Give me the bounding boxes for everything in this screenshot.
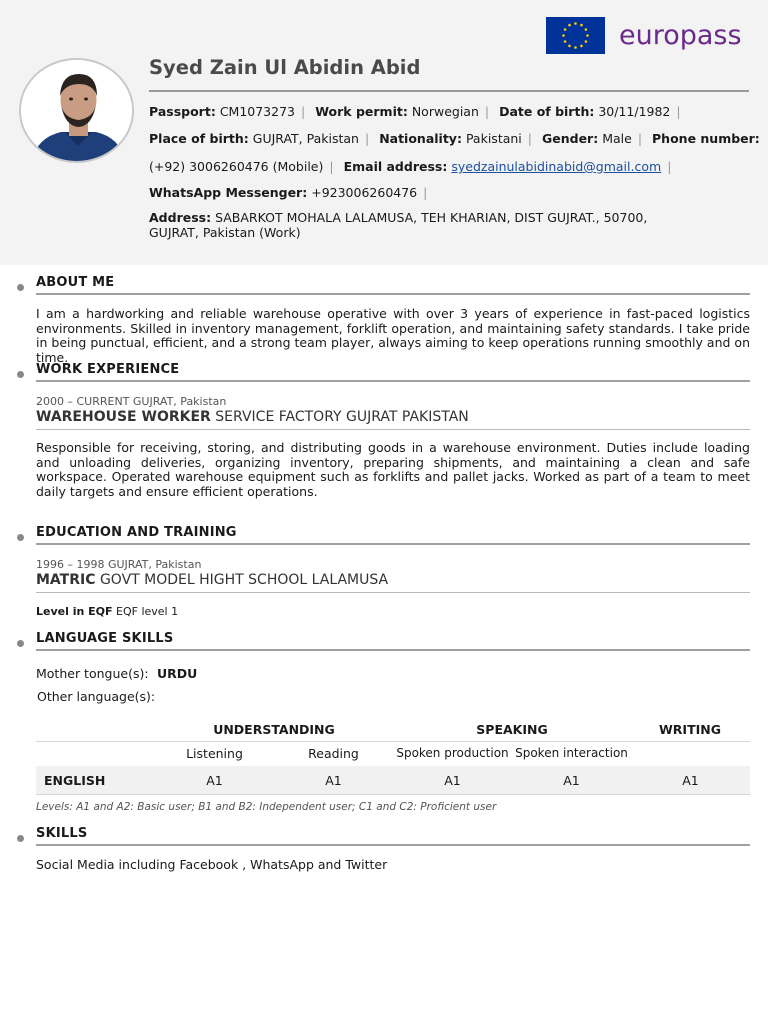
table-row — [36, 766, 750, 795]
address-value: SABARKOT MOHALA LALAMUSA, TEH KHARIAN, DIST GUJRAT., 50700, GUJRAT, Pakistan (Work) — [149, 210, 648, 240]
nationality-value: Pakistani — [465, 131, 522, 146]
eu-flag-icon — [546, 17, 605, 54]
mother-tongue-value: URDU — [157, 666, 198, 681]
section-divider — [36, 844, 750, 846]
name-divider — [149, 90, 749, 92]
subheader-listening: Listening — [186, 746, 243, 761]
cell-listening: A1 — [206, 773, 223, 788]
about-text: I am a hardworking and reliable warehouse operative with over 3 years of experience in fast-paced logistics environments. Skilled in inventory management, forklift operation, and maintaining safety standards. I take pride in being punctual, efficient, and a strong team player, always aiming to keep operations running smoothly and on time. — [36, 306, 750, 365]
section-title-languages: LANGUAGE SKILLS — [36, 631, 174, 646]
header-writing: WRITING — [659, 722, 721, 737]
section-bullet-icon — [17, 835, 24, 842]
work-employer: SERVICE FACTORY GUJRAT PAKISTAN — [215, 409, 469, 425]
work-title-line — [36, 409, 469, 425]
work-role: WAREHOUSE WORKER — [36, 409, 211, 425]
gender-value: Male — [602, 131, 632, 146]
cell-writing: A1 — [682, 773, 699, 788]
education-qualification: MATRIC — [36, 572, 96, 588]
subheader-reading: Reading — [308, 746, 359, 761]
cell-reading: A1 — [325, 773, 342, 788]
profile-photo — [19, 58, 134, 163]
email-label: Email address: — [343, 159, 448, 174]
section-divider — [36, 380, 750, 382]
eqf-line — [36, 605, 178, 618]
phone-label: Phone number: — [652, 131, 760, 146]
education-divider — [36, 592, 750, 593]
work-permit-value: Norwegian — [411, 104, 479, 119]
section-divider — [36, 649, 750, 651]
info-line-1: Passport: CM1073273 | Work permit: Norwegian | Date of birth: 30/11/1982 | — [149, 104, 681, 119]
section-divider — [36, 543, 750, 545]
email-link[interactable]: syedzainulabidinabid@gmail.com — [451, 159, 662, 174]
section-bullet-icon — [17, 284, 24, 291]
candidate-name: Syed Zain Ul Abidin Abid — [149, 56, 421, 79]
other-languages-label: Other language(s): — [37, 689, 156, 704]
work-date-place: 2000 – CURRENT GUJRAT, Pakistan — [36, 395, 227, 408]
dob-label: Date of birth: — [499, 104, 595, 119]
table-header-divider — [36, 741, 750, 742]
header-speaking: SPEAKING — [476, 722, 548, 737]
header-understanding: UNDERSTANDING — [213, 722, 335, 737]
row-language: ENGLISH — [44, 773, 106, 788]
section-title-work: WORK EXPERIENCE — [36, 362, 180, 377]
section-title-about: ABOUT ME — [36, 275, 115, 290]
work-divider — [36, 429, 750, 430]
gender-label: Gender: — [541, 131, 599, 146]
whatsapp-label: WhatsApp Messenger: — [149, 185, 308, 200]
subheader-spoken-interaction: Spoken interaction — [515, 746, 628, 760]
passport-value: CM1073273 — [219, 104, 295, 119]
section-divider — [36, 293, 750, 295]
section-title-skills: SKILLS — [36, 826, 88, 841]
cv-header — [0, 0, 768, 265]
eqf-value: EQF level 1 — [116, 605, 179, 618]
passport-label: Passport: — [149, 104, 216, 119]
section-bullet-icon — [17, 371, 24, 378]
phone-value: (+92) 3006260476 (Mobile) — [149, 159, 324, 174]
europass-wordmark: europass — [619, 19, 742, 51]
cell-spoken-interaction: A1 — [563, 773, 580, 788]
skills-text: Social Media including Facebook , WhatsApp and Twitter — [36, 857, 388, 872]
pob-value: GUJRAT, Pakistan — [252, 131, 359, 146]
info-line-3: (+92) 3006260476 (Mobile) | Email address: syedzainulabidinabid@gmail.com | — [149, 159, 672, 174]
levels-note: Levels: A1 and A2: Basic user; B1 and B2: Independent user; C1 and C2: Proficient user — [36, 801, 497, 813]
address-block — [149, 210, 669, 240]
language-table — [36, 720, 750, 800]
person-silhouette-icon — [21, 60, 134, 163]
nationality-label: Nationality: — [379, 131, 462, 146]
section-bullet-icon — [17, 640, 24, 647]
europass-logo — [546, 16, 742, 54]
address-label: Address: — [149, 210, 212, 225]
section-title-education: EDUCATION AND TRAINING — [36, 525, 237, 540]
info-line-4: WhatsApp Messenger: +923006260476 | — [149, 185, 428, 200]
work-permit-label: Work permit: — [315, 104, 408, 119]
whatsapp-value: +923006260476 — [311, 185, 418, 200]
eqf-label: Level in EQF — [36, 605, 113, 618]
education-title-line — [36, 572, 388, 588]
section-bullet-icon — [17, 534, 24, 541]
education-institution: GOVT MODEL HIGHT SCHOOL LALAMUSA — [99, 572, 389, 588]
pob-label: Place of birth: — [149, 131, 249, 146]
mother-tongue-label: Mother tongue(s): — [36, 666, 149, 681]
work-description: Responsible for receiving, storing, and distributing goods in a warehouse environment. Duties include loading and unloading deliveries, organizing inventory, preparing shipments, and maintaining a clean and safe workspace. Operated warehouse equipment such as forklifts and pallet jacks. Worked as part of a team to meet daily targets and ensure efficient operations. — [36, 440, 750, 499]
info-line-2: Place of birth: GUJRAT, Pakistan | Nationality: Pakistani | Gender: Male | Phone number: — [149, 131, 760, 146]
cell-spoken-production: A1 — [444, 773, 461, 788]
education-date-place: 1996 – 1998 GUJRAT, Pakistan — [36, 558, 202, 571]
dob-value: 30/11/1982 — [598, 104, 671, 119]
subheader-spoken-production: Spoken production — [396, 746, 509, 760]
